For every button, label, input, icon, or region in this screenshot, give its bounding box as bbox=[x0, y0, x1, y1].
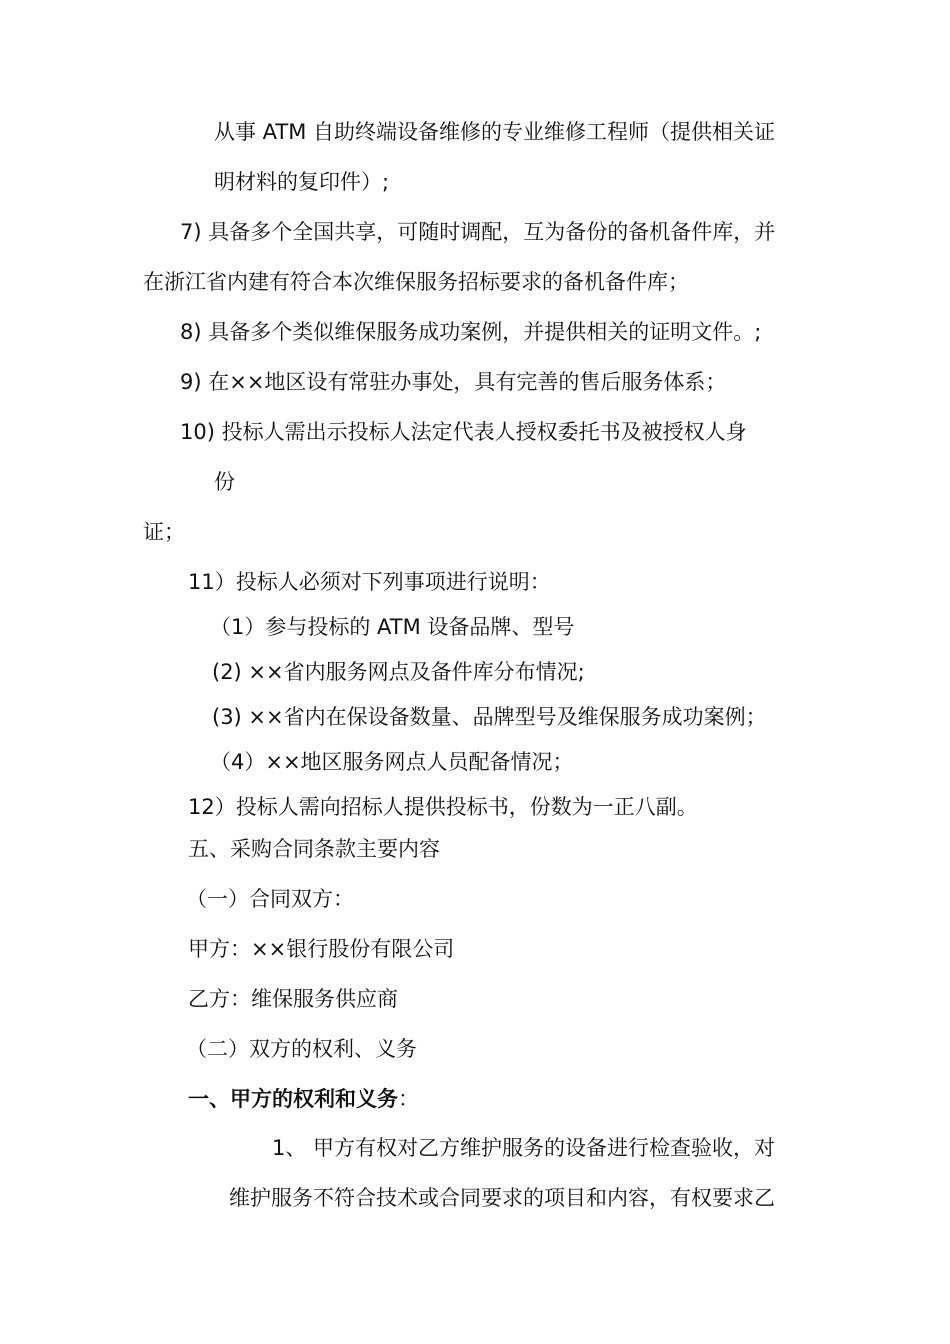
sub-item-4: （4）××地区服务网点人员配备情况； bbox=[210, 750, 574, 774]
subsection-heading: （二）双方的权利、义务 bbox=[186, 1037, 417, 1061]
paragraph-line: 份 bbox=[214, 470, 235, 494]
paragraph-line: 维护服务不符合技术或合同要求的项目和内容，有权要求乙 bbox=[229, 1186, 775, 1210]
sub-item-2: (2) ××省内服务网点及备件库分布情况; bbox=[212, 660, 585, 684]
list-item-12: 12）投标人需向招标人提供投标书，份数为一正八副。 bbox=[188, 795, 698, 819]
section-heading: 五、采购合同条款主要内容 bbox=[188, 837, 440, 861]
list-item-9: 9) 在××地区设有常驻办事处，具有完善的售后服务体系； bbox=[180, 370, 727, 394]
list-item-8: 8) 具备多个类似维保服务成功案例，并提供相关的证明文件。; bbox=[180, 320, 762, 344]
bold-heading-line bbox=[188, 1084, 419, 1114]
paragraph-line: 从事 ATM 自助终端设备维修的专业维修工程师（提供相关证 bbox=[214, 120, 776, 144]
heading-colon: ： bbox=[398, 1087, 419, 1111]
list-item-10: 10) 投标人需出示投标人法定代表人授权委托书及被授权人身 bbox=[180, 420, 747, 444]
party-a-line: 甲方：××银行股份有限公司 bbox=[188, 937, 455, 961]
paragraph-line: 明材料的复印件）; bbox=[214, 170, 390, 194]
list-item-11: 11）投标人必须对下列事项进行说明： bbox=[188, 570, 551, 594]
clause-1: 1、 甲方有权对乙方维护服务的设备进行检查验收，对 bbox=[272, 1136, 776, 1160]
list-item-7: 7) 具备多个全国共享，可随时调配，互为备份的备机备件库，并 bbox=[180, 220, 776, 244]
paragraph-line: 在浙江省内建有符合本次维保服务招标要求的备机备件库； bbox=[143, 270, 689, 294]
party-b-line: 乙方：维保服务供应商 bbox=[188, 987, 398, 1011]
sub-item-1: （1）参与投标的 ATM 设备品牌、型号 bbox=[210, 615, 575, 639]
subsection-heading: （一）合同双方： bbox=[186, 887, 354, 911]
paragraph-line: 证； bbox=[143, 520, 185, 544]
bold-heading: 一、甲方的权利和义务 bbox=[188, 1087, 398, 1111]
sub-item-3: (3) ××省内在保设备数量、品牌型号及维保服务成功案例； bbox=[212, 705, 767, 729]
